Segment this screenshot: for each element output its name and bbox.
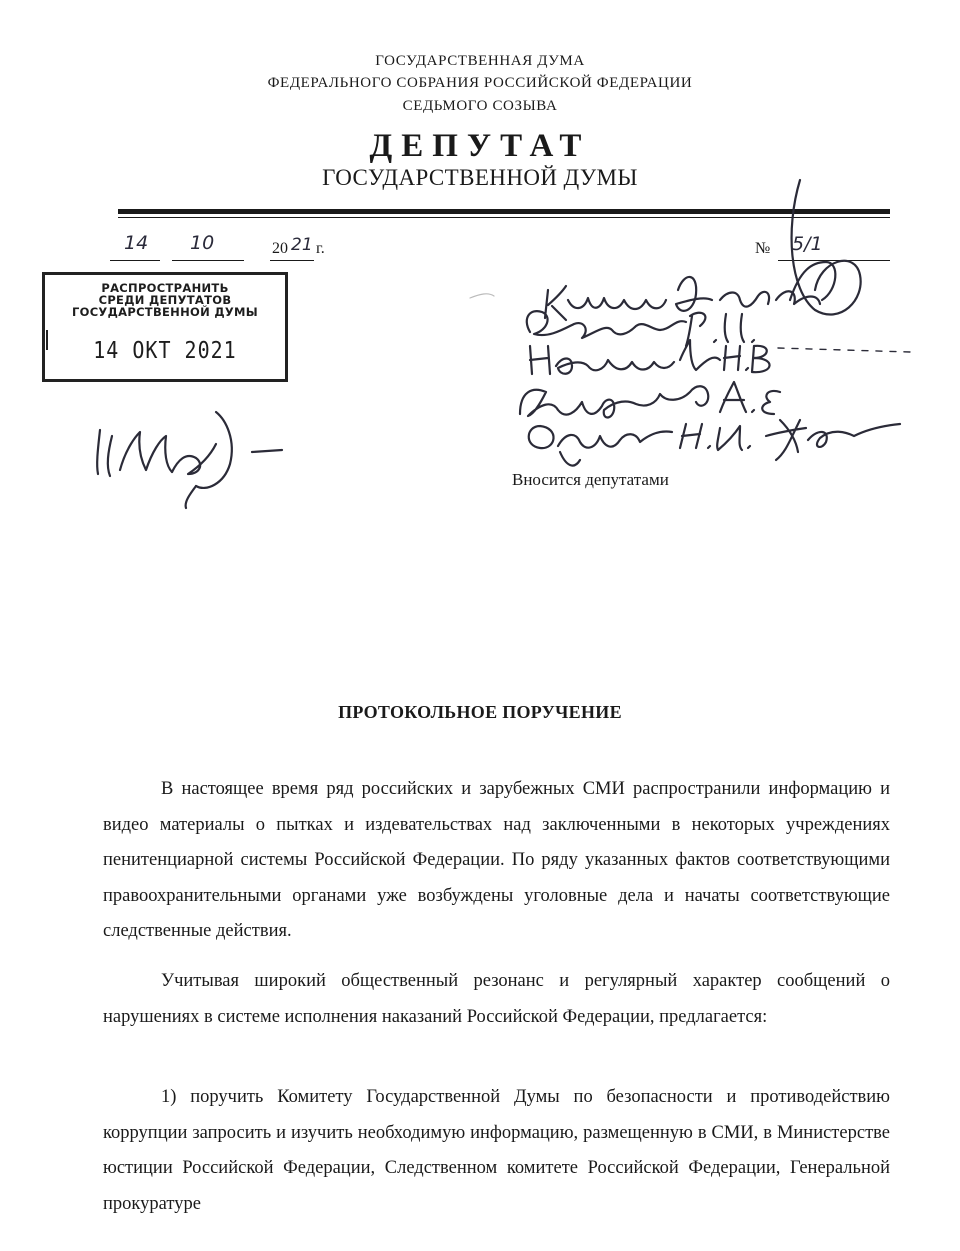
submitted-by: Вносится депутатами	[512, 470, 669, 489]
number-label: №	[755, 240, 771, 257]
body-paragraph-3	[103, 1080, 890, 1222]
stamp-date: 14 ОКТ 2021	[93, 336, 237, 364]
stamp-line-2: СРЕДИ ДЕПУТАТОВ	[98, 293, 232, 307]
header-line-2: ФЕДЕРАЛЬНОГО СОБРАНИЯ РОССИЙСКОЙ ФЕДЕРАЦИИ	[267, 75, 693, 91]
stamp-line-1: РАСПРОСТРАНИТЬ	[101, 281, 229, 295]
body-paragraph-1-text: В настоящее время ряд российских и зарубежных СМИ распространили информацию и видео материалы о пытках и издевательствах над заключенными в некоторых учреждениях пенитенциарной системы Российской Федерации. По ряду указанных фактов соответствующими правоохранительными органами уже возбуждены уголовные дела и начаты соответствующие следственные действия.	[103, 779, 890, 941]
date-year-prefix: 20	[272, 240, 288, 257]
body-paragraph-2	[103, 964, 890, 1035]
header-deputy-sub: ГОСУДАРСТВЕННОЙ ДУМЫ	[322, 165, 638, 190]
date-year-suffix: 21	[291, 235, 313, 255]
header-deputy: ДЕПУТАТ	[369, 128, 591, 164]
number-value: 5/1	[792, 233, 823, 255]
date-day: 14	[124, 232, 149, 254]
body-paragraph-2-text: Учитывая широкий общественный резонанс и регулярный характер сообщений о нарушениях в системе исполнения наказаний Российской Федерации, предлагается:	[103, 971, 890, 1027]
date-suffix: г.	[316, 240, 325, 257]
stamp-line-3: ГОСУДАРСТВЕННОЙ ДУМЫ	[71, 305, 258, 319]
header-line-3: СЕДЬМОГО СОЗЫВА	[402, 98, 558, 114]
date-month: 10	[190, 232, 215, 254]
body-paragraph-1	[103, 772, 890, 950]
handwritten-signatures	[0, 0, 960, 520]
header-line-1: ГОСУДАРСТВЕННАЯ ДУМА	[375, 53, 585, 69]
document-title: ПРОТОКОЛЬНОЕ ПОРУЧЕНИЕ	[338, 702, 622, 722]
stamp-edge-mark	[46, 330, 48, 350]
body-paragraph-3-text: 1) поручить Комитету Государственной Думы по безопасности и противодействию коррупции запросить и изучить необходимую информацию, размещенную в СМИ, в Министерстве юстиции Российской Федерации, Следственном комитете Российской Федерации, Генеральной прокуратуре	[103, 1087, 890, 1214]
